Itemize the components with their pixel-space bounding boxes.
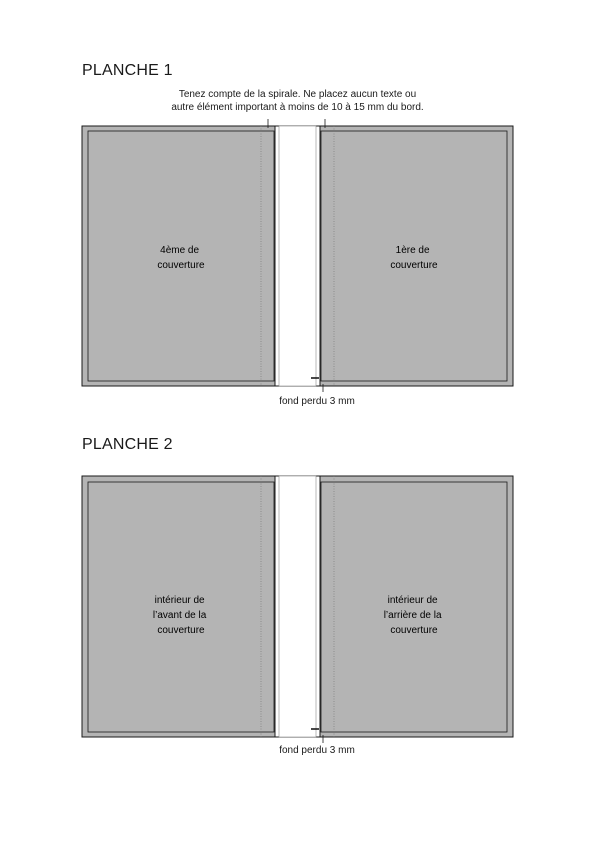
spiral-note-line2: autre élément important à moins de 10 à 15 mm du bord. — [171, 101, 424, 113]
planche1-left-line1: 4ème de — [160, 245, 200, 256]
planche1-bleed-caption: fond perdu 3 mm — [279, 396, 355, 407]
spiral-note-line1: Tenez compte de la spirale. Ne placez aucun texte ou — [178, 89, 417, 100]
planche2-bleed-caption: fond perdu 3 mm — [279, 745, 355, 756]
planche1-right-line2: couverture — [390, 260, 438, 271]
planche1-right-line1: 1ère de — [395, 245, 430, 256]
planche2-left-line1: intérieur de — [154, 595, 205, 606]
planche2-sheet — [82, 476, 513, 743]
planche2-right-line1: intérieur de — [387, 595, 438, 606]
planche2-left-line3: couverture — [157, 625, 205, 636]
planche1-title: PLANCHE 1 — [82, 62, 173, 79]
planche2-title: PLANCHE 2 — [82, 436, 173, 453]
planche2-left-line2: l’avant de la — [152, 610, 207, 621]
planche2-right-line3: couverture — [390, 625, 438, 636]
planche1-left-line2: couverture — [157, 260, 205, 271]
planche2-right-line2: l’arrière de la — [383, 610, 442, 621]
planche2-spine-inner — [279, 476, 316, 737]
planche2-inside-back-label — [384, 595, 445, 636]
planche2-inside-front-label — [153, 595, 209, 636]
